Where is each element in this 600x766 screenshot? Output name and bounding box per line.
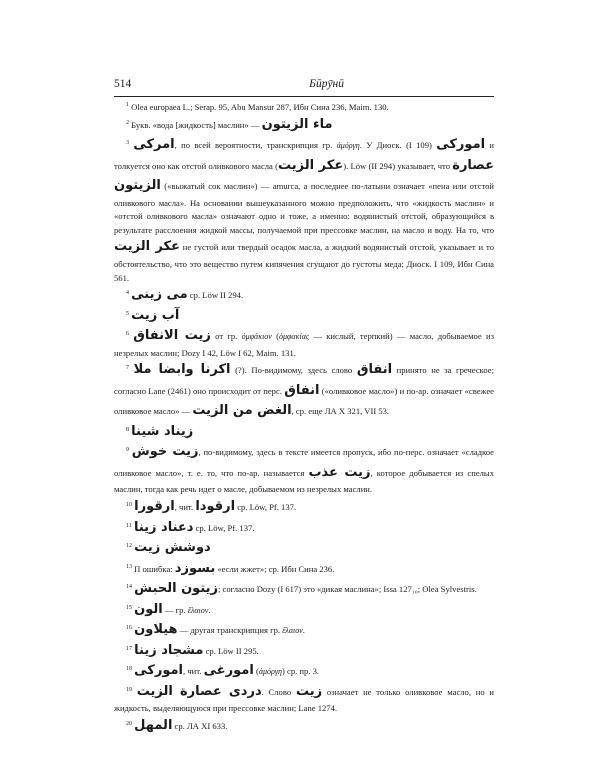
footnote: [114, 620, 494, 641]
footnote-number: 5: [126, 310, 129, 317]
footnote-text: . Слово: [261, 686, 296, 697]
footnote-text: ср. ЛА XI 633.: [172, 720, 228, 731]
footnote: [114, 497, 494, 518]
arabic-term: زيت الانفاق: [133, 328, 211, 344]
footnote: [114, 600, 494, 621]
footnote: [114, 360, 494, 422]
footnote-number: 18: [126, 666, 132, 673]
footnote-number: 4: [126, 290, 129, 297]
arabic-term: امورغى: [203, 663, 254, 679]
footnote: [114, 442, 494, 497]
footnote: [114, 661, 494, 682]
footnote-number: 7: [126, 365, 129, 372]
footnote-text: («выжатый сок маслин») — amurca, а последнее по-латыни означает «пена или отстой оливкового масла». На основании вышеуказанного можно предположить, что «жидкость маслин» и «отстой оливкового масла» означают одно и тоже, а именно: водянистый отстой, образующийся в результате расслоения жидкой массы, получаемой при прессовке маслин, на масло и воду. На то, что: [114, 181, 494, 235]
footnote: [114, 538, 494, 559]
footnote-text: .: [302, 625, 305, 636]
arabic-term: عكر الزيت: [114, 239, 180, 255]
running-title: Бӣрӯнӣ: [309, 78, 344, 90]
footnote-number: 13: [126, 563, 132, 570]
arabic-term: بسوزد: [174, 560, 216, 576]
footnote-number: 9: [126, 447, 129, 454]
greek-term: ἔλαιον: [282, 626, 303, 636]
footnote-text: Букв. «вода [жидкость] маслин» —: [131, 119, 262, 130]
arabic-term: عكر الزيت: [277, 157, 344, 173]
footnote-number: 3: [126, 140, 129, 147]
arabic-term: المهل: [134, 717, 173, 733]
arabic-term: انفاق: [284, 382, 320, 398]
arabic-term: اموركى: [436, 137, 486, 153]
footnote-number: 14: [126, 584, 132, 591]
footnote-number: 17: [126, 645, 132, 652]
footnote-number: 19: [126, 686, 132, 693]
footnote: [114, 285, 494, 306]
footnote-text: не густой или твердый осадок масла, а жидкий водянистый отстой, указывает и то обстоятельство, что это вещество путем кипячения сгущают до густоты меда; Диоск. I 109, Ибн Сина 561.: [114, 242, 494, 283]
footnote-text: , чит.: [174, 502, 196, 513]
document-page: [114, 78, 494, 736]
footnote: [114, 101, 494, 115]
footnote: [114, 518, 494, 539]
footnote-text: ). Löw (II 294) указывает, что: [343, 160, 453, 171]
footnote-text: Olea europaea L.; Serap. 95, Abu Mansur 287, Ибн Сина 236, Maim. 130.: [131, 102, 389, 112]
footnote-text: («оливковое масло») и по-ар. означает «свежее оливковое масло» —: [114, 385, 494, 417]
footnote-text: принято не за греческое; согласно Lane (2461) оно происходит от перс.: [114, 365, 494, 396]
footnote-text: (: [253, 666, 259, 677]
arabic-term: هيلاون: [134, 622, 178, 638]
footnote: [114, 579, 494, 600]
footnote-number: 15: [126, 604, 132, 611]
footnote-text: — кислый, терпкий) — масло, добываемое из незрелых маслин; Dozy I 42, Löw I 62, Maim. 131.: [114, 331, 495, 358]
footnote-number: 6: [126, 331, 129, 338]
footnote-text: и толкуется оно как отстой оливкового масла (: [114, 140, 495, 171]
footnote-text: ср. Löw II 295.: [203, 645, 259, 656]
footnote-text: П ошибка:: [134, 563, 175, 574]
footnote-text: ) ср. пр. 3.: [282, 666, 320, 677]
greek-term: ἔλαιον: [187, 605, 209, 615]
footnote-number: 10: [126, 502, 132, 509]
footnote-number: 12: [126, 543, 132, 550]
footnote-number: 2: [126, 119, 129, 126]
footnote-text: ср. Löw, Pf. 137.: [193, 522, 255, 533]
arabic-term: انفاق: [356, 362, 393, 378]
footnote-text: — гр.: [162, 604, 188, 615]
footnote: [114, 559, 494, 580]
arabic-term: آب زيت: [131, 307, 180, 323]
footnote: [114, 326, 494, 360]
arabic-term: زيتون الحبش: [134, 581, 218, 597]
footnote-number: 16: [126, 625, 132, 632]
arabic-term: اكرنا وابضا ملا: [133, 362, 231, 378]
footnote-number: 11: [126, 522, 132, 529]
footnote-text: , по-видимому, здесь в тексте имеется пропуск, ибо по-перс. означает «сладкое оливковое масло», т. е. то, что по-ар. называется: [114, 447, 494, 478]
footnote: [114, 306, 494, 327]
footnotes: [114, 101, 494, 736]
arabic-term: الون: [134, 601, 163, 617]
arabic-term: دردى عصارة الزيت: [136, 683, 262, 699]
footnote-number: 8: [126, 427, 129, 434]
arabic-term: دعناد زينا: [133, 519, 194, 535]
arabic-term: ارقودا: [195, 499, 236, 515]
arabic-term: دوشش زيت: [134, 540, 211, 556]
footnote-text: (: [271, 331, 279, 342]
arabic-term: زيناد شينا: [131, 423, 194, 439]
arabic-term: ارقورا: [134, 499, 175, 515]
footnote-text: , по всей вероятности, транскрипция гр.: [174, 140, 337, 151]
footnote: [114, 641, 494, 662]
arabic-term: زيت عذب: [308, 464, 371, 480]
footnote: [114, 716, 494, 737]
footnote-number: 20: [126, 721, 132, 728]
arabic-term: ماء الزيتون: [261, 116, 333, 132]
arabic-term: امركى: [133, 137, 175, 153]
greek-term: ὀμφακίας: [278, 332, 310, 342]
footnote-text: . У Диоск. (I 109): [359, 140, 437, 151]
arabic-term: زيت خوش: [131, 444, 199, 460]
arabic-term: مشجاد زينا: [134, 642, 204, 658]
arabic-term: عصارة الزيتون: [114, 157, 494, 194]
footnote: [114, 422, 494, 443]
footnote-text: означает не только оливковое масло, но и жидкость, выделяющуюся при прессовке маслин; Lane 1274.: [114, 686, 495, 714]
footnote-text: — другая транскрипция гр.: [177, 625, 283, 636]
footnote-text: , ср. еще ЛА X 321, VII 53.: [291, 406, 390, 417]
greek-term: ἀμόργη: [258, 667, 283, 677]
page-number: 514: [114, 78, 132, 90]
footnote-number: 1: [126, 102, 129, 109]
greek-term: ἀμόργη: [336, 141, 360, 151]
footnote-text: от гр.: [210, 331, 242, 342]
footnote: [114, 682, 494, 716]
page-header: [114, 78, 494, 94]
header-rule: [114, 96, 494, 97]
greek-term: ὀμφάκιον: [241, 332, 272, 342]
footnote: [114, 135, 494, 285]
footnote-text: (?). По-видимому, здесь слово: [230, 365, 357, 376]
footnote-text: ; согласно Dozy (I 617) это «дикая маслина»; Issa 127₁₀; Olea Sylvestris.: [218, 584, 477, 595]
footnote-text: ср. Löw II 294.: [187, 290, 244, 301]
arabic-term: زيت: [295, 683, 323, 699]
footnote: [114, 115, 494, 136]
footnote-text: ср. Löw, Pf. 137.: [235, 502, 297, 513]
footnote-text: .: [208, 604, 211, 615]
arabic-term: مى زينى: [131, 287, 188, 303]
arabic-term: اموركى: [134, 663, 184, 679]
footnote-text: «если жжет»; ср. Ибн Сина 236.: [215, 563, 335, 574]
footnote-text: , чит.: [183, 666, 204, 677]
arabic-term: الغض من الزيت: [192, 403, 292, 419]
footnote-text: , которое добывается из спелых маслин, тогда как речь идет о масле, добываемом из незрелых маслин.: [114, 467, 494, 495]
